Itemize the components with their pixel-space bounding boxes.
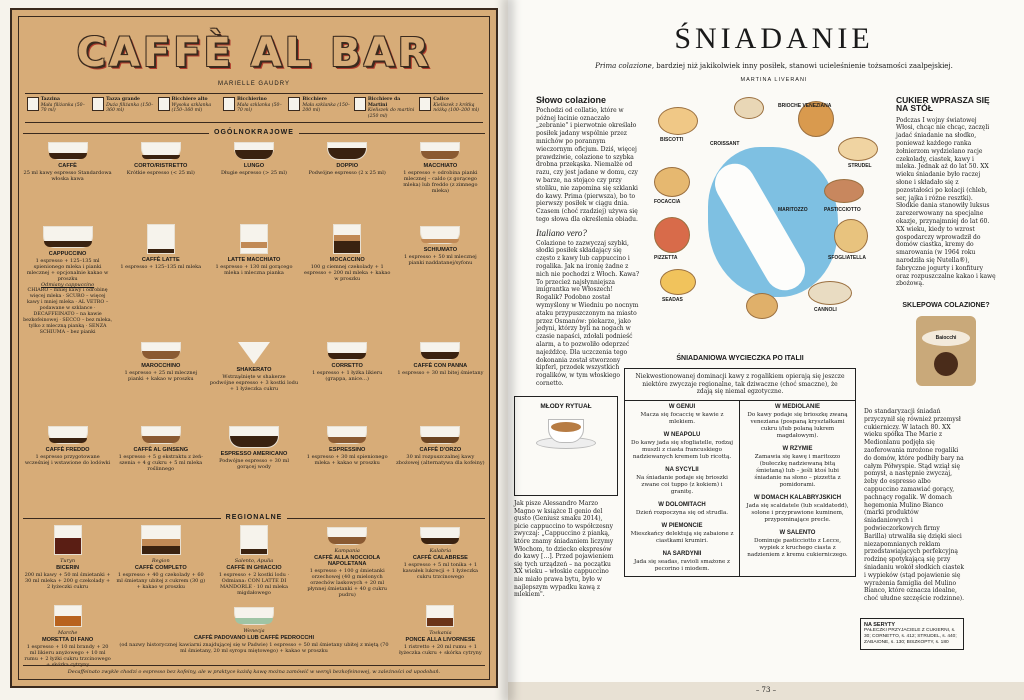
right-page <box>508 0 1024 700</box>
cup-desc: Mała szklanka (50–70 ml) <box>236 102 282 114</box>
section-label: OGÓLNOKRAJOWE <box>209 129 299 136</box>
drink-desc: Podwójne espresso + 30 ml gorącej wody <box>219 458 289 471</box>
sfogliatella-image <box>834 219 868 253</box>
goblet-icon <box>419 97 431 111</box>
drink-region: Marche <box>57 630 78 637</box>
drink-desc: Krótkie espresso (< 25 ml) <box>126 170 195 177</box>
drink-region: Kampania <box>334 548 360 555</box>
heading-tour: ŚNIADANIOWA WYCIECZKA PO ITALII <box>676 355 804 362</box>
section-label: REGIONALNE <box>221 514 288 521</box>
cup-desc: Duża filiżanka (150–360 ml) <box>106 102 154 114</box>
drink-name: CAPPUCCINO <box>48 251 87 258</box>
drink-item <box>209 525 298 605</box>
region-name: W SALENTO <box>779 529 816 536</box>
drink-desc: 1 espresso + 40 g czekolady + 60 ml śmietany ubitej z cukrem (30 g) + kakao w proszku <box>116 572 206 591</box>
drink-item <box>116 140 205 224</box>
region-text: Jada się seadas, ravioli smażone z pecorino i miodem. <box>633 558 731 572</box>
drink-item <box>209 424 298 508</box>
drink-item <box>396 140 485 224</box>
section-national <box>19 129 489 136</box>
cup-legend-item <box>354 97 416 119</box>
drink-item <box>303 140 392 224</box>
drink-name: MACCHIATO <box>423 163 458 170</box>
drink-desc: 1 espresso + 130 ml gorącego mleka i mleczna pianka <box>215 264 293 277</box>
note-heading: NA SERYTY <box>864 622 896 628</box>
map-label: PIZZETTA <box>654 255 678 261</box>
drink-desc: 1 espresso + 50 ml mlecznej pianki naddatanej/syfonu <box>404 254 477 267</box>
drink-region: Region <box>151 558 170 565</box>
note-text: PAŁECZKI PRZYJACIELE Z CUKIERNI, s. 30; CORNETTO, s. 412; STRUDEL, s. 440; ZABAIONE, s. 130; BISZKOPTY, s. 180 <box>864 628 957 645</box>
cup-desc: Mała filiżanka (50–70 ml) <box>40 102 85 114</box>
regional-tour-box <box>624 355 856 577</box>
region-item <box>625 401 739 429</box>
drink-name: CAFFÈ D'ORZO <box>419 447 462 454</box>
tour-grid <box>625 401 855 576</box>
drink-name: ESPRESSO AMERICANO <box>220 451 288 458</box>
cup-name: Tazza grande <box>106 97 140 102</box>
drink-name: LUNGO <box>243 163 265 170</box>
tour-lead: Niekwestionowanej dominacji kawy z rogalikiem opierają się jeszcze niektóre zwyczaje regionalne, tak dziwaczne (choć smaczne), że zdają się niemal egzotyczne. <box>625 369 855 401</box>
cup-legend-item <box>419 97 481 119</box>
package-label: Baiocchi <box>922 330 970 346</box>
drink-desc: 1 espresso + odrobina pianki mlecznej – caldo (z gorącego mleka) lub freddo (z zimnego mleka) <box>403 170 478 195</box>
cup-icon <box>43 226 93 248</box>
biscuit-package-image <box>916 316 976 386</box>
drink-item <box>116 340 205 424</box>
cup-icon <box>48 426 88 444</box>
cup-icon <box>234 142 274 160</box>
cup-icon <box>420 527 460 545</box>
cup-legend-item <box>158 97 220 119</box>
page-title: ŚNIADANIE <box>674 22 874 55</box>
region-text: Mieszkańcy delektują się zabaione z ciastkami krumiri. <box>630 530 734 544</box>
drink-region: Turyn <box>60 558 76 565</box>
drink-desc: 1 espresso przygotowane wcześniej i wstawione do lodówki <box>24 454 111 467</box>
lead <box>536 62 1012 71</box>
drink-region: Kalabria <box>429 548 452 555</box>
tour-column <box>625 401 740 576</box>
cornetto-image <box>746 293 778 319</box>
poster-footnote: Decaffeinato zwykle chodzi o espresso bez kofeiny, ale w praktyce każdą kawę można zamówić w wersji bezkofeinowej, w zależności od upodobań. <box>23 665 485 675</box>
drink-desc: 25 ml kawy espresso Standardowa włoska kawa <box>23 170 112 183</box>
pizzetta-image <box>654 217 690 253</box>
lead-text: , bardziej niż jakikolwiek inny posiłek, stanowi ucieleśnienie tożsamości zaalpejskiej. <box>651 62 953 70</box>
cup-icon <box>327 426 367 444</box>
martini-glass-icon <box>354 97 366 111</box>
drink-item <box>396 224 485 308</box>
drink-name: SHAKERATO <box>236 367 272 374</box>
drink-item <box>396 340 485 424</box>
poster-title: CAFFÈ AL BAR <box>76 30 432 76</box>
map-label: STRUDEL <box>848 163 872 169</box>
national-drinks-grid <box>19 140 489 508</box>
region-name: W PIEMONCIE <box>661 522 703 529</box>
glass-icon <box>426 605 454 627</box>
map-label: MARITOZZO <box>778 207 808 213</box>
drink-desc: 30 ml rozpuszczalnej kawy zbożowej (alternatywa dla kofeiny) <box>396 454 485 467</box>
regional-drinks-grid <box>19 525 489 687</box>
drink-name: CAFFÈ <box>58 163 77 170</box>
heading-slowo-colazione: Słowo colazione <box>536 95 607 105</box>
drink-desc: 1 espresso + 1 łyżka likieru (grappa, anice…) <box>312 370 383 383</box>
drink-region: Wenecja <box>243 628 265 635</box>
glass-icon <box>54 605 82 627</box>
drink-name: ESPRESSINO <box>329 447 366 454</box>
cup-legend-item <box>92 97 154 119</box>
region-item <box>740 527 855 562</box>
region-text: Dominuje pasticciotto z Lecce, wypiek z kruchego ciasta z nadzieniem z kremu cukierniczego. <box>747 537 848 558</box>
cup-name: Calice <box>433 97 450 102</box>
text-italiano-vero: Colazione to zazwyczaj szybki, słodki posiłek składający się często z kawy lub cappuccino i rogalika. Jak na ironię żadne z nich nie pochodzi z Włoch. Kawa? To przecież najsłynniejsza imigrantka we Włoszech! Rogalik? Podobno został wymyślony w Wiedniu po nocnym ataku przypuszczonym na miasto przez Osmanów: piekarze, jako jedyni, którzy byli na nogach w czasie napaści, zdołali podnieść alarm, a to pozwoliło odeprzeć najeźdźcę. Dla uczczenia tego dokonania został stworzony kipferl, przodek wszystkich rogalików, w tym włoskiego cornetto. <box>536 239 640 387</box>
region-text: Do kawy jada się sfogliatelle, rodzaj muszli z ciasta francuskiego nadziewanych kremem lub ricottą. <box>630 439 734 460</box>
drink-name: CORRETTO <box>331 363 363 370</box>
cookie-image <box>934 352 958 376</box>
glass-icon <box>54 525 82 555</box>
cannoli-image <box>808 281 852 305</box>
drink-name: MORETTA DI FANO <box>41 637 94 644</box>
cappuccino-variants: CHIARO – mniej kawy i odrobinę więcej mleka · SCURO – więcej kawy i mniej mleka · AL VETRO – podawane w szklance · DECAFFEINATO – na kawie bezkofeinowej · SECCO – bez mleka, tylko z mleczną pianką · SENZA SCHIUMA – bez pianki <box>23 288 113 336</box>
cup-icon <box>420 226 460 244</box>
region-text: Macza się focaccię w kawie z mlekiem. <box>640 411 724 425</box>
drink-desc: 1 espresso + 5 ml tonika + 1 kawałek lukrecji + 1 łyżeczka cukru trzcinowego <box>402 562 479 581</box>
drink-desc: 1 espresso + 10 ml brandy + 20 ml likieru anyżowego + 10 ml rumu + 2 łyżki cukru trzcinowego + skórka cytryny <box>24 644 111 669</box>
region-text: Zamawia się kawę i maritozzo (bułeczkę nadziewaną bitą śmietaną) lub – jeśli ktoś lubi śniadanie na słono – pizzetta z pomidorami. <box>754 453 841 488</box>
glass-icon <box>223 97 235 111</box>
article-body <box>536 97 1012 392</box>
cup-desc: Wysoka szklanka (150–360 ml) <box>171 102 212 114</box>
glass-icon <box>147 224 175 254</box>
cup-legend-item <box>27 97 89 119</box>
drink-desc: 1 espresso + 125–135 ml spienionego mleka i pianki mlecznej + opcjonalnie kakao w proszku <box>26 258 109 283</box>
text-sklepowa: Do standaryzacji śniadań przyczynił się również przemysł cukierniczy. W latach 80. XX wieku spółka The Marie z Medionlanu podjęła się zaoferowania mrożone rogaliki do domów, które podbiły bary na całym Półwyspie. Stąd wziął się pomysł, a następnie zwyczaj, żeby do espresso albo cappuccino zamawiać gorący, pachnący rogalik. W domach hegemonia Mulino Bianco (marki produktów śniadaniowych i podwieczorkowych firmy Barilla) utrwaliła się dzięki sieci niezapomnianych reklam przedstawiających perfekcyjną rodzinę spotykającą się przy śniadaniu wokół słodkich ciastek i wypieków (stąd pojawienie się wyrażenia famiglia del Mulino Bianco, które oznacza idealne, choć ułudne szczęście rodzinne). <box>864 408 964 603</box>
cup-icon <box>327 142 367 160</box>
drink-item <box>209 224 298 308</box>
drink-item <box>23 424 112 508</box>
focaccia-image <box>654 167 690 197</box>
text-slowo-colazione: Pochodzi od collatio, które w późnej łacinie oznaczało „zebranie" i pierwotnie określało posiłek jadany wspólnie przez mnichów po porannym wieczornym oficjum. Dziś, więcej prawdziwie, colazione to szybka drobna przekąska. Niemalże od razu, czy jest jadane w domu, czy w barze, na stojąco czy przy stoliku, nie zapomina się szklanki do kawy. Prima (pierwsza), bo to pierwszy posiłek w ciągu dnia. Czasem (choć rzadziej) używa się tego słowa dla określenia obiadu. <box>536 106 638 223</box>
heading-sklepowa: SKLEPOWA COLAZIONE? <box>902 302 990 310</box>
drink-item <box>396 525 485 605</box>
drink-item <box>303 224 392 308</box>
region-name: W GENUI <box>668 403 696 410</box>
heading-italiano-vero: Italiano vero? <box>536 227 587 238</box>
glass-icon <box>240 224 268 254</box>
section-regional <box>19 514 489 521</box>
column-right <box>896 97 996 392</box>
drink-name: MOCACCINO <box>329 257 365 264</box>
drink-desc: Długie espresso (> 25 ml) <box>221 170 287 177</box>
drink-item <box>116 525 205 605</box>
drink-desc: 1 espresso + 30 ml spienionego mleka + kakao w proszku <box>306 454 388 467</box>
region-item <box>625 464 739 499</box>
lead-emphasis: Prima colazione <box>595 62 652 70</box>
cappuccino-variants-title: Odmiany cappuccino <box>41 282 95 289</box>
page-number: – 73 – <box>755 686 777 694</box>
cup-icon <box>141 426 181 444</box>
drink-desc: (od nazwy historycznej kawiarni znajdującej się w Padwie) 1 espresso + 50 ml śmietany ubitej z miętą (70 ml śmietany, 20 ml syropu miętowego) + kakao w proszku <box>119 642 389 655</box>
region-name: W MEDIOLANIE <box>775 403 820 410</box>
cup-icon <box>27 97 39 111</box>
drink-name: CAFFÈ COMPLETO <box>134 565 187 572</box>
map-label: SEADAS <box>662 297 683 303</box>
region-text: Do kawy podaje się brioszkę zwaną veneziana (pospaną kryształkami cukru i/lub polaną lukrem magdałowym). <box>747 411 848 439</box>
drink-name: MAROCCHINO <box>141 363 181 370</box>
drink-item <box>396 424 485 508</box>
cup-icon <box>92 97 104 111</box>
cup-icon <box>48 142 88 160</box>
drink-name: BICERIN <box>56 565 80 572</box>
drink-name: CAFFÈ PADOVANO LUB CAFFÈ PEDROCCHI <box>193 635 315 642</box>
region-text: Dzień rozpoczyna się od strudla. <box>635 509 729 516</box>
region-text: Na śniadanie podaje się brioszki zwane coi tuppo (z kokiem) i granitę. <box>636 474 728 495</box>
cup-name: Tazzina <box>40 97 60 102</box>
region-item <box>625 499 739 520</box>
drink-item <box>116 424 205 508</box>
cup-name: Bicchiere da Martini <box>367 97 401 108</box>
region-name: W DOLOMITACH <box>658 501 706 508</box>
martini-glass-icon <box>238 342 270 364</box>
drink-name: DOPPIO <box>336 163 359 170</box>
cup-icon <box>141 342 181 360</box>
drink-desc: 1 ristretto + 20 ml rumu + 1 łyżeczka cukru + skórka cytryny <box>399 644 482 657</box>
region-item <box>740 401 855 443</box>
cup-legend <box>25 93 483 123</box>
map-label: CANNOLI <box>814 307 837 313</box>
glass-icon <box>240 525 268 555</box>
cross-reference-note <box>860 618 964 650</box>
cappuccino-cup-image <box>536 419 596 449</box>
seadas-image <box>660 269 696 295</box>
breakfast-map-illustration <box>648 97 888 337</box>
poster-frame <box>18 16 490 680</box>
drink-name: CORTO/RISTRETTO <box>134 163 188 170</box>
drink-desc: 1 espresso + 25 ml mlecznej pianki + kakao w proszku <box>124 370 198 383</box>
region-name: W NEAPOLU <box>663 431 701 438</box>
cup-icon <box>141 142 181 160</box>
heading-rytual: MŁODY RYTUAŁ <box>540 403 592 410</box>
region-item <box>740 492 855 527</box>
drink-desc: 100 g ciemnej czekolady + 1 espresso + 200 ml mleka + kakao w proszku <box>304 264 391 283</box>
map-label: FOCACCIA <box>654 199 681 205</box>
region-item <box>625 548 739 576</box>
cup-desc: Kieliszek z krótką nóżką (100–200 ml) <box>433 102 480 114</box>
region-item <box>740 443 855 492</box>
drink-name: CAFFÈ CON PANNA <box>413 363 468 370</box>
drink-name: CAFFÈ LATTE <box>141 257 180 264</box>
rytual-box <box>514 396 618 496</box>
poster-author: MARIELLE GAUDRY <box>218 81 290 87</box>
cup-icon <box>420 142 460 160</box>
drink-name: CAFFÈ AL GINSENG <box>133 447 189 454</box>
drink-desc: 1 espresso + 2 kostki lodu · Odmiana: CON LATTE DI MANDORLE · 10 ml mleka migdałowego <box>218 572 290 597</box>
cup-name: Bicchierino <box>236 97 267 102</box>
map-label: BRIOCHE VENEZIANA <box>778 103 832 109</box>
drink-desc: 1 espresso + 100 g śmietanki orzechowej (40 g mielonych orzechów laskowych + 20 ml płynnej śmietanki + 40 g cukru pudru) <box>307 568 388 599</box>
drink-region: Toskania <box>429 630 452 637</box>
drink-item <box>116 605 392 687</box>
drink-desc: 200 ml kawy + 50 ml śmietanki + 30 ml mleka + 200 g czekolady + 2 łyżeczki cukru <box>24 572 111 591</box>
drink-item <box>209 140 298 224</box>
drink-name: PONCE ALLA LIVORNESE <box>405 637 476 644</box>
drink-item <box>303 340 392 424</box>
cup-icon <box>420 426 460 444</box>
article-author: MARTINA LIVERANI <box>740 77 808 83</box>
cup-icon <box>229 426 279 448</box>
drink-desc: Wstrząśnięte w shakerze podwójne espresso + 3 kostki lodu + 1 łyżeczka cukru <box>209 374 299 393</box>
region-item <box>625 520 739 548</box>
cup-legend-item <box>223 97 285 119</box>
cup-image <box>734 97 764 119</box>
pastry-image <box>658 107 698 135</box>
drink-desc: 1 espresso + 125–135 ml mleka <box>120 264 202 271</box>
column-left <box>536 97 640 392</box>
map-label: BISCOTTI <box>660 137 684 143</box>
region-name: W DOMACH KALABRYJSKICH <box>753 494 842 501</box>
drink-desc: 1 espresso + 5 g ekstraktu z żeń-szenia + 4 g cukru + 5 ml mleka roślinnego <box>118 454 203 473</box>
heading-cukier: CUKIER WPRASZA SIĘ NA STÓŁ <box>896 95 990 113</box>
drink-name: LATTE MACCHIATO <box>227 257 281 264</box>
drink-item <box>303 525 392 605</box>
map-label: SFOGLIATELLA <box>828 255 866 261</box>
drink-region: Salento, Apulia <box>234 558 274 565</box>
glass-icon <box>333 224 361 254</box>
cup-name: Bicchiere alto <box>171 97 208 102</box>
drink-desc: 1 espresso + 30 ml bitej śmietany <box>397 370 484 377</box>
drink-name: CAFFÈ FREDDO <box>45 447 90 454</box>
pasticciotto-image <box>824 179 864 203</box>
region-item <box>625 429 739 464</box>
region-name: NA SARDYNII <box>662 550 702 557</box>
drink-desc: Podwójne espresso (2 x 25 ml) <box>308 170 386 177</box>
drink-item <box>23 140 112 224</box>
tour-column <box>740 401 855 576</box>
cup-icon <box>327 342 367 360</box>
sidebar-rytual <box>514 396 618 599</box>
region-name: NA SYCYLII <box>665 466 699 473</box>
map-label: PASTICCIOTTO <box>824 207 861 213</box>
drink-item <box>23 605 112 687</box>
glass-icon <box>288 97 300 111</box>
region-name: W RZYMIE <box>782 445 813 452</box>
map-label: CROISSANT <box>710 141 740 147</box>
region-text: Jada się scaldatele (lub scaldatedd), solone i przyprawione kuminem, przypominające precle. <box>746 502 849 523</box>
left-page <box>0 0 508 700</box>
drink-item <box>116 224 205 308</box>
cup-legend-item <box>288 97 350 119</box>
text-cukier: Podczas I wojny światowej Włosi, chcąc nie chcąc, zaczęli jadać śniadanie na słodko, ponieważ każdego ranka żołnierzom wydzielano racje czekolady, ciastek, kawy i mleka. Jednak aż do lat 50. XX wieku śniadanie było raczej słone i składało się z pozostałości po kolacji (chleb, ser, jajka i różne resztki). Słodkie dania stanowiły luksus zarezerwowany na specjalne okazje, przynajmniej do lat 60. XX wieku, kiedy to wzrost gospodarczy wprowadził do domów ciastka, kremy do smarowania (w 1964 roku narodziła się Nutella®), fabryczne jogurty i konfitury oraz rozpuszczalne kakao i kawę zbożową. <box>896 116 996 288</box>
drink-name: CAFFÈ ALLA NOCCIOLA NAPOLETANA <box>314 555 381 568</box>
cup-icon <box>234 607 274 625</box>
cup-icon <box>327 527 367 545</box>
glass-icon <box>158 97 170 111</box>
drink-item <box>23 224 112 340</box>
drink-name: CAFFÈ IN GHIACCIO <box>226 565 282 572</box>
text-rytual: Jak pisze Alessandro Marzo Magno w książce Il genio del gusto (Geniusz smaku 2014), picie cappuccino to współczesny zwyczaj: „Cappuccino z pianką, które znamy śniadaniem liczymy Włochom, to dziecko ekspresów do kawy […]. Przed pojawieniem się tych urządzeń – na początku XX wieku – włoskie cappuccino nie miało prawa bytu, było w najlepszym wypadku kawą z mlekiem". <box>514 500 614 599</box>
cup-name: Bicchiere <box>302 97 327 102</box>
strudel-image <box>838 137 878 161</box>
drink-name: CAFFÈ CALABRESE <box>412 555 468 562</box>
drink-item <box>396 605 485 687</box>
cup-desc: Mała szklanka (150–200 ml) <box>302 102 351 114</box>
glass-icon <box>141 525 181 555</box>
caffe-poster <box>10 8 498 688</box>
drink-item <box>209 340 298 424</box>
cup-desc: Kieliszek do martini (250 ml) <box>367 108 415 119</box>
cup-icon <box>420 342 460 360</box>
drink-item <box>303 424 392 508</box>
drink-name: SCHIUMATO <box>423 247 458 254</box>
drink-item <box>23 525 112 605</box>
